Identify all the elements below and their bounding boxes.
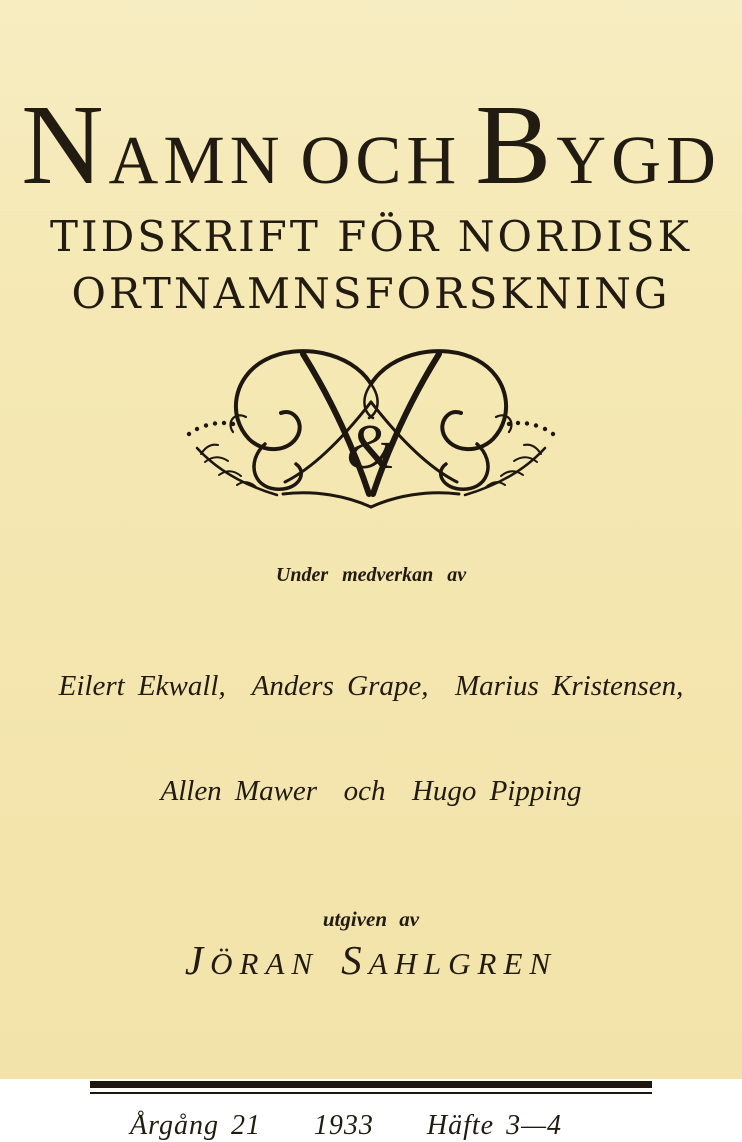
publisher-name2-rest: AHLGREN	[368, 946, 558, 981]
subtitle-line-1: TIDSKRIFT FÖR NORDISK	[50, 212, 692, 261]
journal-subtitle	[0, 208, 742, 322]
title-word-och: OCH	[300, 122, 462, 198]
contributors-intro: Under medverkan av	[275, 564, 467, 586]
publisher-name	[0, 937, 742, 983]
year-label: 1933	[313, 1110, 374, 1141]
journal-title	[0, 0, 742, 208]
publisher-intro: utgiven av	[322, 907, 420, 931]
imprint-line	[90, 1110, 652, 1142]
publisher-initial-s: S	[341, 937, 369, 983]
monogram-ampersand: &	[346, 411, 396, 482]
contributors-line-2: Allen Mawer och Hugo Pipping	[160, 775, 582, 807]
divider-rules	[90, 1081, 652, 1094]
divider-rule-thin	[90, 1092, 652, 1094]
title-initial-b: B	[475, 81, 557, 208]
volume-label: Årgång 21	[130, 1110, 261, 1141]
contributors-line-1: Eilert Ekwall, Anders Grape, Marius Kristensen,	[58, 670, 684, 702]
nb-monogram-icon	[181, 344, 561, 514]
title-word3-rest: YGD	[556, 122, 721, 198]
contributors-names	[0, 599, 742, 879]
publisher-initial-j: J	[184, 937, 211, 983]
subtitle-line-2: ORTNAMNSFORSKNING	[71, 269, 671, 318]
nb-monogram-ornament	[0, 344, 742, 514]
title-initial-n: N	[21, 81, 109, 208]
title-word1-rest: AMN	[108, 122, 285, 198]
divider-rule-thick	[90, 1081, 652, 1088]
publisher-name1-rest: ÖRAN	[210, 946, 320, 981]
issue-label: Häfte 3—4	[426, 1110, 562, 1141]
